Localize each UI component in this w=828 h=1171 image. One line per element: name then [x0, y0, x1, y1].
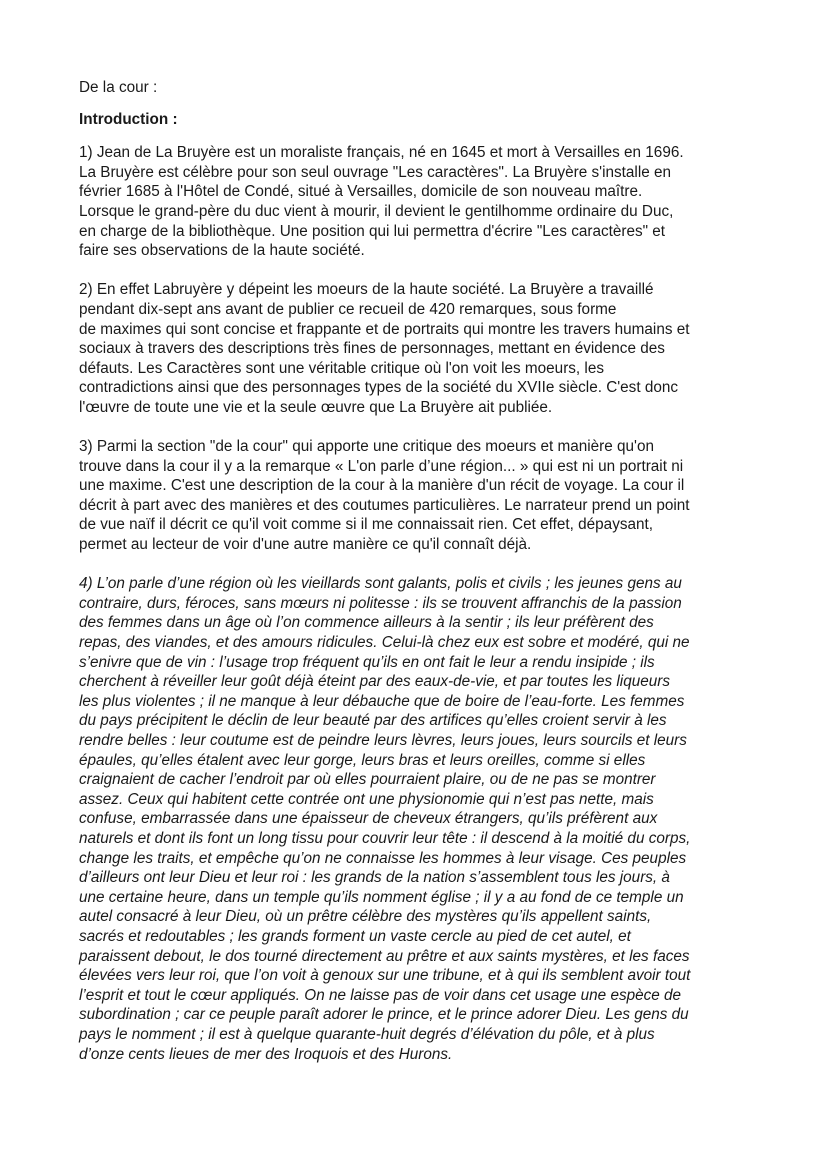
text-line: en charge de la bibliothèque. Une position qui lui permettra d'écrire "Les caractères" et [79, 222, 666, 240]
text-line: craignaient de cacher l’endroit par où elles pourraient plaire, ou de ne pas se montrer [79, 771, 656, 789]
paragraph-1 [79, 143, 799, 261]
text-line: de vue naïf il décrit ce qu'il voit comme si il me connaissait rien. Cet effet, dépaysant, [79, 516, 653, 534]
text-line: une maxime. C'est une description de la cour à la manière d'un récit de voyage. La cour il [79, 477, 685, 495]
text-line: s’enivre que de vin : l’usage trop fréquent qu’ils en ont fait le leur a rendu insipide ; ils [79, 653, 655, 671]
text-line: assez. Ceux qui habitent cette contrée ont une physionomie qui n’est pas nette, mais [79, 790, 654, 808]
text-line: naturels et dont ils font un long tissu pour couvrir leur tête : il descend à la moitié du corps, [79, 829, 691, 847]
text-line: paraissent debout, le dos tourné directement au prêtre et aux saints mystères, et les faces [79, 947, 690, 965]
text-line: Lorsque le grand-père du duc vient à mourir, il devient le gentilhomme ordinaire du Duc, [79, 202, 674, 220]
text-line: autel consacré à leur Dieu, où un prêtre célèbre des mystères qu’ils appellent saints, [79, 908, 652, 926]
paragraphs [79, 143, 799, 1064]
text-line: 4) L’on parle d’une région où les vieillards sont galants, polis et civils ; les jeunes gens au [79, 575, 682, 593]
text-line: contradictions ainsi que des personnages types de la société du XVIIe siècle. C'est donc [79, 379, 679, 397]
text-line: 3) Parmi la section "de la cour" qui apporte une critique des moeurs et manière qu'on [79, 438, 654, 456]
text-line: contraire, durs, féroces, sans mœurs ni politesse : ils se trouvent affranchis de la passion [79, 594, 682, 612]
text-line: des femmes dans un âge où l’on commence ailleurs à la sentir ; ils leur préfèrent des [79, 614, 654, 632]
text-line: du pays précipitent le déclin de leur beauté par des artifices qu’elles croient servir à les [79, 712, 667, 730]
text-line: l’esprit et tout le cœur appliqués. On ne laisse pas de voir dans cet usage une espèce de [79, 986, 682, 1004]
quoted-excerpt-paragraph [79, 574, 799, 1064]
text-line: sociaux à travers des descriptions très fines de personnages, mettant en évidence des [79, 340, 665, 358]
text-line: les plus violentes ; il ne manque à leur débauche que de boire de l’eau-forte. Les femmes [79, 692, 685, 710]
text-line: pays le nomment ; il est à quelque quarante-huit degrés d’élévation du pôle, et à plus [79, 1025, 655, 1043]
text-line: 1) Jean de La Bruyère est un moraliste français, né en 1645 et mort à Versailles en 1696. [79, 144, 684, 162]
text-line: trouve dans la cour il y a la remarque « L'on parle d’une région... » qui est ni un portrait ni [79, 457, 684, 475]
text-line: rendre belles : leur coutume est de peindre leurs lèvres, leurs joues, leurs sourcils et leurs [79, 732, 687, 749]
text-line: sacrés et redoutables ; les grands forment un vaste cercle au pied de cet autel, et [79, 927, 631, 945]
text-line: d’onze cents lieues de mer des Iroquois et des Hurons. [79, 1045, 453, 1063]
text-line: élevées vers leur roi, que l’on voit à genoux sur une tribune, et à qui ils semblent avoir tout [79, 967, 691, 985]
text-line: cherchent à réveiller leur goût déjà éteint par des eaux-de-vie, et par toutes les liqueurs [79, 673, 670, 691]
text-line: décrit à part avec des manières et des coutumes particulières. Le narrateur prend un point [79, 496, 690, 514]
text-line: confuse, embarrassée dans une épaisseur de cheveux étrangers, qu’ils préfèrent aux [79, 810, 658, 828]
text-line: épaules, qu’elles étalent avec leur gorge, leurs bras et leurs oreilles, comme si elles [79, 751, 646, 769]
paragraph-2 [79, 280, 799, 417]
text-line: permet au lecteur de voir d'une autre manière ce qu'il connaît déjà. [79, 536, 532, 554]
text-line: repas, des viandes, et des amours ridicules. Celui-là chez eux est sobre et modéré, qui ne [79, 634, 690, 652]
text-line: de maximes qui sont concise et frappante et de portraits qui montre les travers humains et [79, 320, 690, 338]
text-line: février 1685 à l'Hôtel de Condé, situé à Versailles, domicile de son nouveau maître. [79, 183, 643, 201]
text-line: La Bruyère est célèbre pour son seul ouvrage "Les caractères". La Bruyère s'installe en [79, 163, 671, 181]
text-line: l'œuvre de toute une vie et la seule œuvre que La Bruyère ait publiée. [79, 398, 553, 416]
text-line: faire ses observations de la haute société. [79, 242, 365, 260]
text-line: d’ailleurs ont leur Dieu et leur roi : les grands de la nation s’assemblent tous les jours, à [79, 869, 670, 887]
paragraph-3 [79, 437, 799, 555]
text-line: 2) En effet Labruyère y dépeint les moeurs de la haute société. La Bruyère a travaillé [79, 281, 654, 299]
text-line: défauts. Les Caractères sont une véritable critique où l'on voit les moeurs, les [79, 359, 604, 377]
document-title: De la cour : [79, 79, 158, 96]
text-line: change les traits, et empêche qu’on ne connaisse les hommes à leur visage. Ces peuples [79, 849, 687, 867]
text-line: une certaine heure, dans un temple qu’ils nomment église ; il y a au fond de ce temple un [79, 888, 684, 906]
text-line: pendant dix-sept ans avant de publier ce recueil de 420 remarques, sous forme [79, 300, 617, 318]
section-heading: Introduction : [79, 110, 178, 128]
document-page [79, 78, 799, 1084]
text-line: subordination ; car ce peuple paraît adorer le prince, et le prince adorer Dieu. Les gens du [79, 1006, 689, 1024]
